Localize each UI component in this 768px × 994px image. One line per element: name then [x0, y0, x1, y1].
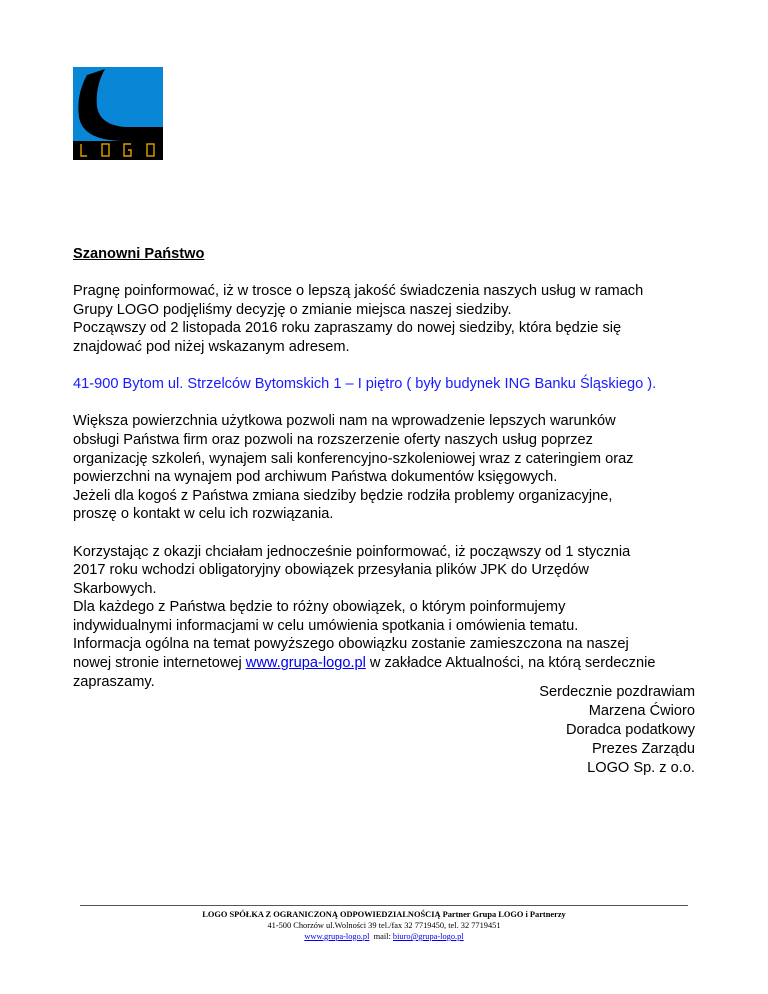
page-footer: [80, 905, 688, 942]
paragraph-jpk: [73, 543, 703, 692]
signer-role: Doradca podatkowy: [566, 722, 695, 738]
paragraph-benefits: [73, 412, 703, 524]
text-line: w zakładce Aktualności, na którą serdecznie: [365, 655, 656, 672]
text-line: Skarbowych.: [73, 580, 157, 597]
footer-company: LOGO SPÓŁKA Z OGRANICZONĄ ODPOWIEDZIALNOŚCIĄ Partner Grupa LOGO i Partnerzy: [202, 910, 566, 919]
footer-contact: [80, 931, 688, 942]
company-logo: [73, 67, 163, 160]
footer-website-link[interactable]: www.grupa-logo.pl: [304, 932, 370, 941]
text-line: Informacja ogólna na temat powyższego obowiązku zostanie zamieszczona na naszej: [73, 636, 629, 653]
letter-body: [73, 245, 703, 710]
footer-address: 41-500 Chorzów ul.Wolności 39 tel./fax 32 7719450, tel. 32 7719451: [267, 921, 501, 930]
footer-mail-label: mail:: [369, 932, 393, 941]
text-line: Począwszy od 2 listopada 2016 roku zapraszamy do nowej siedziby, która będzie się: [73, 320, 622, 337]
text-line: nowej stronie internetowej: [73, 655, 246, 672]
closing: Serdecznie pozdrawiam: [539, 684, 695, 700]
text-line: proszę o kontakt w celu ich rozwiązania.: [73, 506, 334, 523]
signature-block: [539, 683, 695, 778]
text-line: obsługi Państwa firm oraz pozwoli na rozszerzenie oferty naszych usług poprzez: [73, 431, 593, 448]
text-line: znajdować pod niżej wskazanym adresem.: [73, 338, 350, 355]
paragraph-announcement: [73, 282, 703, 356]
logo-graphic: [73, 67, 163, 160]
text-line: zapraszamy.: [73, 673, 155, 690]
text-line: Grupy LOGO podjęliśmy decyzję o zmianie miejsca naszej siedziby.: [73, 301, 512, 318]
text-line: powierzchni na wynajem pod archiwum Państwa dokumentów księgowych.: [73, 469, 558, 486]
website-link[interactable]: www.grupa-logo.pl: [245, 655, 366, 672]
text-line: Jeżeli dla kogoś z Państwa zmiana siedziby będzie rodziła problemy organizacyjne,: [73, 487, 613, 504]
text-line: Pragnę poinformować, iż w trosce o lepszą jakość świadczenia naszych usług w ramach: [73, 283, 644, 300]
signer-title: Prezes Zarządu: [591, 741, 695, 757]
text-line: indywidualnymi informacjami w celu umówienia spotkania i omówienia tematu.: [73, 617, 579, 634]
text-line: Dla każdego z Państwa będzie to różny obowiązek, o którym poinformujemy: [73, 599, 566, 616]
signer-company: LOGO Sp. z o.o.: [587, 760, 695, 776]
new-address: 41-900 Bytom ul. Strzelców Bytomskich 1 – I piętro ( były budynek ING Banku Śląskiego ).: [73, 376, 657, 393]
signer-name: Marzena Ćwioro: [588, 703, 695, 719]
text-line: 2017 roku wchodzi obligatoryjny obowiązek przesyłania plików JPK do Urzędów: [73, 562, 589, 579]
greeting: Szanowni Państwo: [73, 246, 205, 262]
text-line: Większa powierzchnia użytkowa pozwoli nam na wprowadzenie lepszych warunków: [73, 413, 616, 430]
text-line: Korzystając z okazji chciałam jednocześnie poinformować, iż począwszy od 1 stycznia: [73, 543, 631, 560]
text-line: organizację szkoleń, wynajem sali konferencyjno-szkoleniowej wraz z cateringiem oraz: [73, 450, 634, 467]
footer-email-link[interactable]: biuro@grupa-logo.pl: [392, 932, 464, 941]
